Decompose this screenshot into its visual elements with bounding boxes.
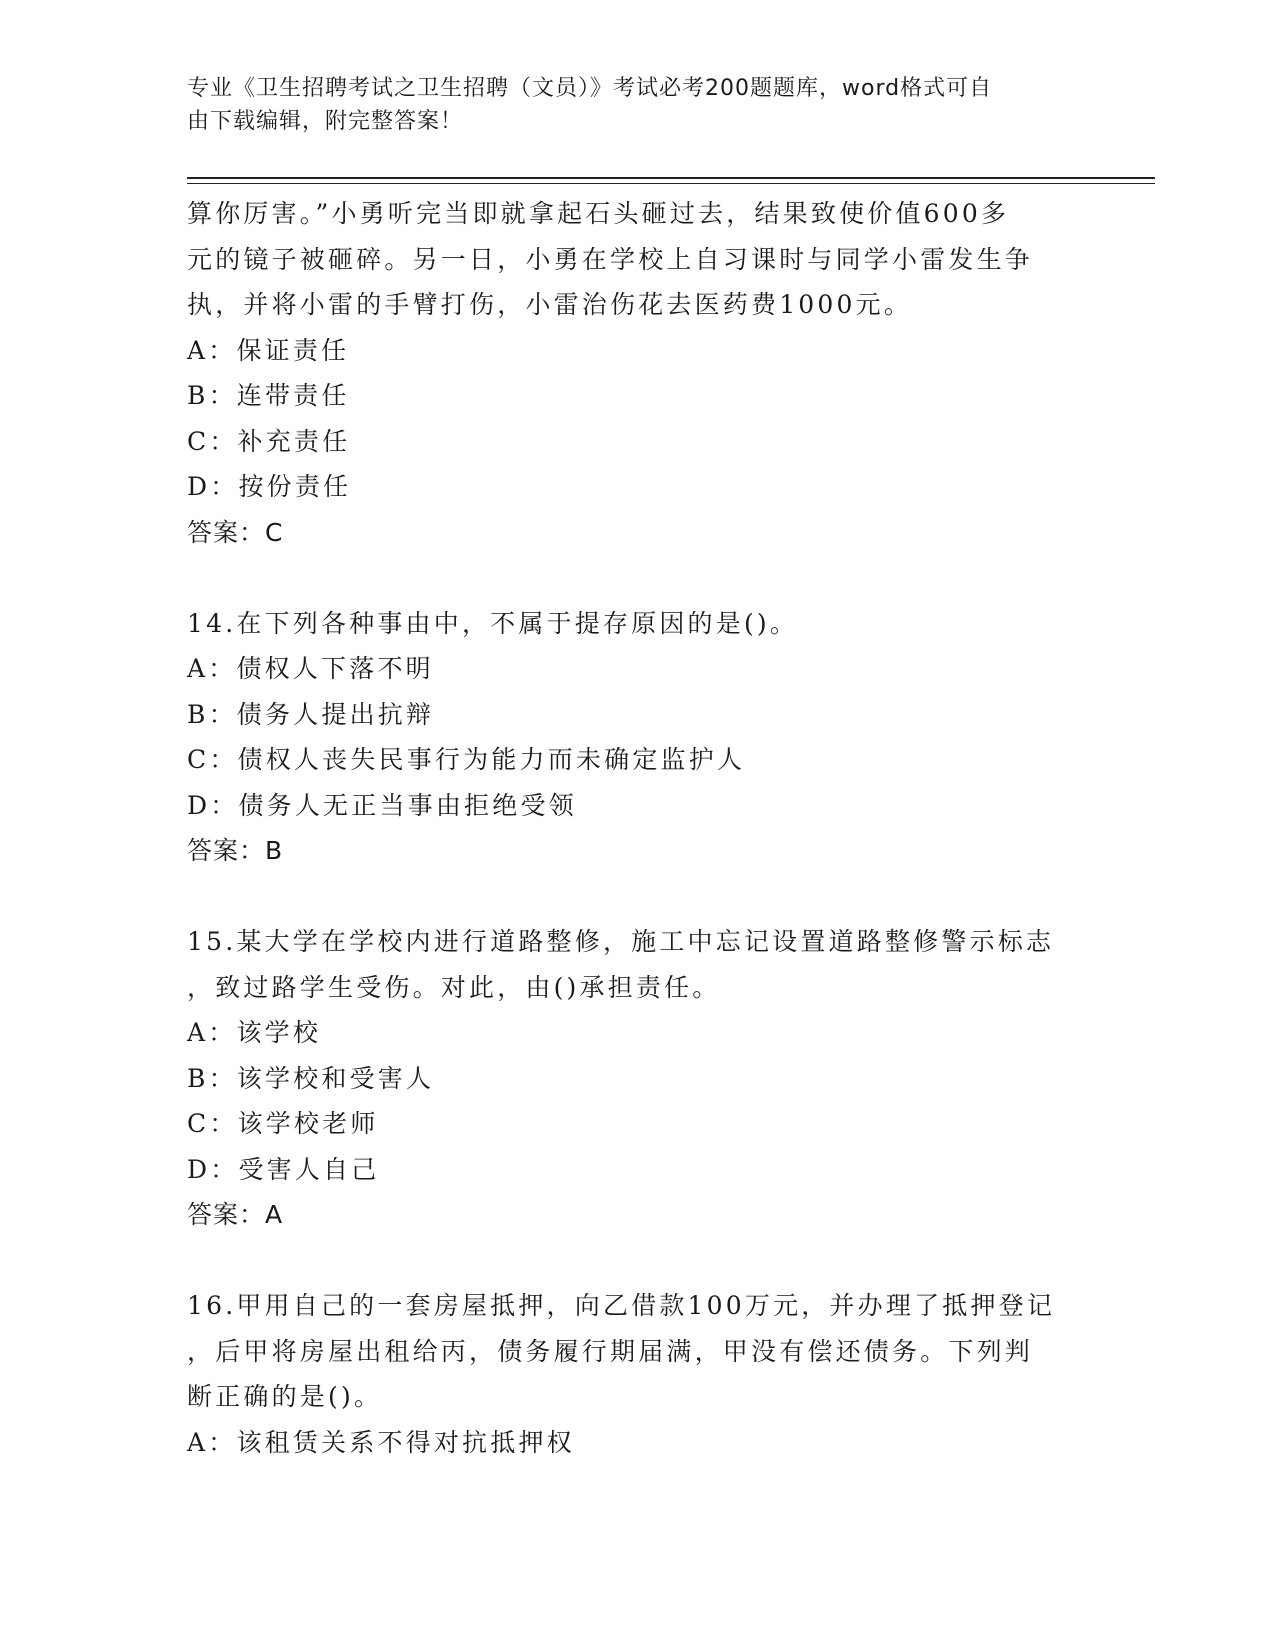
option-b: B：债务人提出抗辩	[187, 699, 435, 729]
answer-line: 答案：A	[187, 1200, 284, 1229]
header-divider-thick	[187, 177, 1155, 179]
option-a: A：保证责任	[187, 335, 350, 365]
question-13-continuation	[187, 191, 1087, 555]
question-text-line: 15.某大学在学校内进行道路整修，施工中忘记设置道路整修警示标志	[187, 927, 1055, 956]
question-text-line: 执，并将小雷的手臂打伤，小雷治伤花去医药费1000元。	[187, 290, 913, 319]
document-header	[187, 72, 1067, 138]
option-d: D：受害人自己	[187, 1154, 380, 1184]
answer-line: 答案：C	[187, 517, 284, 547]
question-text-line: ，致过路学生受伤。对此，由()承担责任。	[187, 972, 721, 1002]
question-15	[187, 919, 1087, 1238]
spacer	[187, 1238, 1087, 1284]
option-a: A：该学校	[187, 1018, 322, 1047]
option-d: D：按份责任	[187, 472, 352, 501]
header-line-1: 专业《卫生招聘考试之卫生招聘（文员）》考试必考200题题库，word格式可自	[187, 76, 993, 101]
spacer	[187, 874, 1087, 920]
question-text-line: 14.在下列各种事由中，不属于提存原因的是()。	[187, 608, 799, 638]
question-16	[187, 1283, 1087, 1465]
option-d: D：债务人无正当事由拒绝受领	[187, 790, 577, 820]
option-b: B：连带责任	[187, 381, 350, 410]
option-c: C：补充责任	[187, 426, 351, 456]
header-divider-thin	[187, 183, 1155, 184]
question-text-line: ，后甲将房屋出租给丙，债务履行期届满，甲没有偿还债务。下列判	[187, 1336, 1034, 1366]
option-b: B：该学校和受害人	[187, 1063, 435, 1093]
question-text-line: 16.甲用自己的一套房屋抵押，向乙借款100万元，并办理了抵押登记	[187, 1291, 1056, 1320]
question-text-line: 算你厉害。”小勇听完当即就拿起石头砸过去，结果致使价值600多	[187, 199, 1010, 228]
header-line-2: 由下载编辑，附完整答案！	[187, 109, 464, 134]
question-text-line: 断正确的是()。	[187, 1382, 383, 1411]
question-text-line: 元的镜子被砸碎。另一日，小勇在学校上自习课时与同学小雷发生争	[187, 244, 1034, 274]
option-a: A：该租赁关系不得对抗抵押权	[187, 1427, 575, 1457]
document-body	[187, 191, 1087, 1465]
question-14	[187, 601, 1087, 874]
option-c: C：该学校老师	[187, 1109, 379, 1138]
answer-line: 答案：B	[187, 836, 284, 865]
option-a: A：债权人下落不明	[187, 654, 434, 683]
option-c: C：债权人丧失民事行为能力而未确定监护人	[187, 745, 746, 774]
spacer	[187, 555, 1087, 601]
